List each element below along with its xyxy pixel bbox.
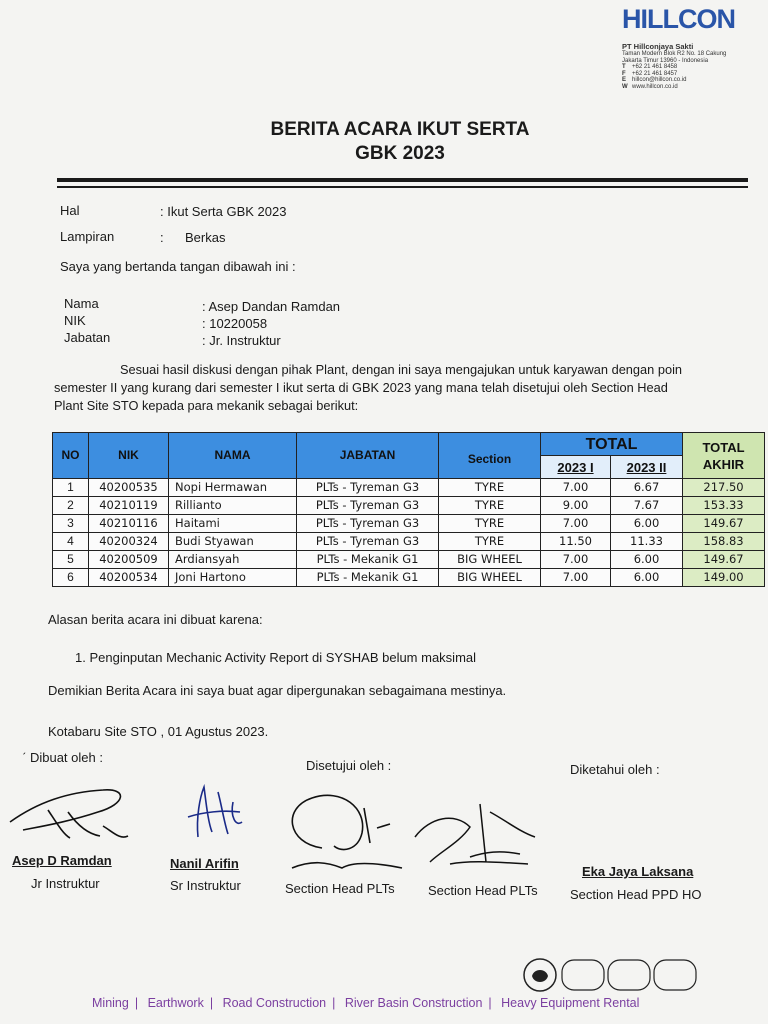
- nik-label: NIK: [64, 313, 86, 328]
- cell-no: 4: [53, 533, 89, 551]
- hal-label: Hal: [60, 203, 80, 218]
- place-date: Kotabaru Site STO , 01 Agustus 2023.: [48, 724, 269, 739]
- signer-role-3: Section Head PLTs: [285, 881, 395, 896]
- cell-total-akhir: 153.33: [683, 497, 765, 515]
- cell-jabatan: PLTs - Tyreman G3: [297, 515, 439, 533]
- cell-total-akhir: 149.00: [683, 569, 765, 587]
- employee-table: [52, 432, 765, 587]
- signer-role-5: Section Head PPD HO: [570, 887, 702, 902]
- cell-nama: Rillianto: [169, 497, 297, 515]
- table-row: [53, 497, 765, 515]
- jabatan-value: : Jr. Instruktur: [202, 333, 281, 348]
- cell-nik: 40200324: [89, 533, 169, 551]
- col-jabatan: JABATAN: [297, 433, 439, 479]
- footer-item-river: River Basin Construction: [344, 996, 483, 1010]
- contact-email: E hillcon@hillcon.co.id: [622, 77, 687, 84]
- table-row: [53, 533, 765, 551]
- cell-nama: Nopi Hermawan: [169, 479, 297, 497]
- cell-2023-ii: 7.67: [611, 497, 683, 515]
- signature-section-head-2: [410, 802, 550, 882]
- cell-nama: Haitami: [169, 515, 297, 533]
- cell-nik: 40210119: [89, 497, 169, 515]
- col-total-akhir: TOTAL AKHIR: [683, 433, 765, 479]
- title-rule-thick: [57, 178, 748, 182]
- lampiran-label: Lampiran: [60, 229, 115, 244]
- cell-section: TYRE: [439, 533, 541, 551]
- cell-section: TYRE: [439, 497, 541, 515]
- nama-value: : Asep Dandan Ramdan: [202, 299, 341, 314]
- col-2023-i: 2023 I: [541, 456, 611, 479]
- cell-nik: 40210116: [89, 515, 169, 533]
- cell-no: 6: [53, 569, 89, 587]
- table-header-row: [53, 433, 765, 456]
- title-rule-thin: [57, 186, 748, 188]
- footer-item-road: Road Construction: [222, 996, 327, 1010]
- diketahui-label: Diketahui oleh :: [570, 762, 660, 777]
- cell-nama: Ardiansyah: [169, 551, 297, 569]
- col-nama: NAMA: [169, 433, 297, 479]
- cell-total-akhir: 158.83: [683, 533, 765, 551]
- signer-role-4: Section Head PLTs: [428, 883, 538, 898]
- table-row: [53, 515, 765, 533]
- cell-2023-ii: 11.33: [611, 533, 683, 551]
- cell-no: 5: [53, 551, 89, 569]
- company-address-2: Jakarta Timur 13960 - Indonesia: [622, 57, 709, 64]
- title-line-2: GBK 2023: [355, 143, 445, 164]
- footer-item-heavy: Heavy Equipment Rental: [501, 996, 640, 1010]
- cell-section: TYRE: [439, 479, 541, 497]
- reason-item-1: 1. Penginputan Mechanic Activity Report di SYSHAB belum maksimal: [75, 650, 477, 665]
- cell-total-akhir: 149.67: [683, 551, 765, 569]
- cell-total-akhir: 149.67: [683, 515, 765, 533]
- signer-role-2: Sr Instruktur: [170, 878, 241, 893]
- hal-value: : Ikut Serta GBK 2023: [160, 204, 287, 219]
- cell-jabatan: PLTs - Mekanik G1: [297, 569, 439, 587]
- title-line-1: BERITA ACARA IKUT SERTA: [270, 119, 530, 140]
- cell-2023-i: 7.00: [541, 551, 611, 569]
- signature-asep: [8, 782, 138, 852]
- footer-item-mining: Mining: [92, 996, 129, 1010]
- cell-2023-ii: 6.67: [611, 479, 683, 497]
- closing-text: Demikian Berita Acara ini saya buat agar dipergunakan sebagaimana mestinya.: [48, 683, 507, 698]
- lampiran-value: Berkas: [185, 230, 226, 245]
- col-total: TOTAL: [541, 433, 683, 456]
- nama-label: Nama: [64, 296, 99, 311]
- signer-role-1: Jr Instruktur: [31, 876, 100, 891]
- cell-no: 2: [53, 497, 89, 515]
- cell-jabatan: PLTs - Tyreman G3: [297, 533, 439, 551]
- footer-item-earthwork: Earthwork: [147, 996, 204, 1010]
- cell-2023-i: 7.00: [541, 515, 611, 533]
- footer-services: Mining | Earthwork | Road Construction | River Basin Construction | Heavy Equipment Rental: [92, 996, 640, 1010]
- paragraph-line-3: Plant Site STO kepada para mekanik sebagai berikut:: [54, 398, 359, 413]
- paragraph-line-2: semester II yang kurang dari semester I ikut serta di GBK 2023 yang mana telah disetujui oleh Section Head: [54, 380, 668, 395]
- signer-name-5: Eka Jaya Laksana: [582, 864, 694, 879]
- table-row: [53, 479, 765, 497]
- company-address-1: Taman Modern Blok R2 No. 18 Cakung: [622, 51, 727, 57]
- document-title: [160, 118, 640, 166]
- disetujui-label: Disetujui oleh :: [306, 758, 392, 773]
- cell-2023-ii: 6.00: [611, 551, 683, 569]
- company-info: [622, 42, 762, 91]
- cell-no: 3: [53, 515, 89, 533]
- cell-2023-i: 7.00: [541, 479, 611, 497]
- cell-2023-i: 11.50: [541, 533, 611, 551]
- cell-jabatan: PLTs - Tyreman G3: [297, 497, 439, 515]
- cell-total-akhir: 217.50: [683, 479, 765, 497]
- cell-no: 1: [53, 479, 89, 497]
- signature-nanil: [178, 782, 248, 842]
- company-name: PT Hillconjaya Sakti: [622, 42, 694, 51]
- cell-2023-ii: 6.00: [611, 515, 683, 533]
- intro-text: Saya yang bertanda tangan dibawah ini :: [60, 259, 296, 274]
- col-section: Section: [439, 433, 541, 479]
- lampiran-colon: :: [160, 230, 164, 245]
- certification-badges: [520, 950, 700, 1000]
- cell-section: BIG WHEEL: [439, 551, 541, 569]
- contact-fax: F +62 21 461 8457: [622, 70, 678, 77]
- cell-2023-i: 9.00: [541, 497, 611, 515]
- cell-section: BIG WHEEL: [439, 569, 541, 587]
- cell-jabatan: PLTs - Mekanik G1: [297, 551, 439, 569]
- col-no: NO: [53, 433, 89, 479]
- jabatan-label: Jabatan: [64, 330, 111, 345]
- signature-section-head-1: [282, 788, 412, 878]
- dibuat-label: ˊ Dibuat oleh :: [22, 750, 103, 765]
- cell-nik: 40200535: [89, 479, 169, 497]
- cell-jabatan: PLTs - Tyreman G3: [297, 479, 439, 497]
- nik-value: : 10220058: [202, 316, 268, 331]
- cell-2023-i: 7.00: [541, 569, 611, 587]
- cell-nama: Budi Styawan: [169, 533, 297, 551]
- paragraph-line-1: Sesuai hasil diskusi dengan pihak Plant, dengan ini saya mengajukan untuk karyawan dengan poin: [120, 362, 683, 377]
- cell-nik: 40200534: [89, 569, 169, 587]
- signer-name-2: Nanil Arifin: [170, 856, 239, 871]
- col-2023-ii: 2023 II: [611, 456, 683, 479]
- table-row: [53, 569, 765, 587]
- signer-name-1: Asep D Ramdan: [12, 853, 112, 868]
- cell-2023-ii: 6.00: [611, 569, 683, 587]
- contact-web: W www.hillcon.co.id: [622, 83, 678, 90]
- cell-section: TYRE: [439, 515, 541, 533]
- company-logo: HILLCON: [622, 4, 735, 34]
- cell-nama: Joni Hartono: [169, 569, 297, 587]
- cell-nik: 40200509: [89, 551, 169, 569]
- table-row: [53, 551, 765, 569]
- col-nik: NIK: [89, 433, 169, 479]
- contact-phone: T +62 21 461 8458: [622, 64, 678, 71]
- reason-intro: Alasan berita acara ini dibuat karena:: [48, 612, 263, 627]
